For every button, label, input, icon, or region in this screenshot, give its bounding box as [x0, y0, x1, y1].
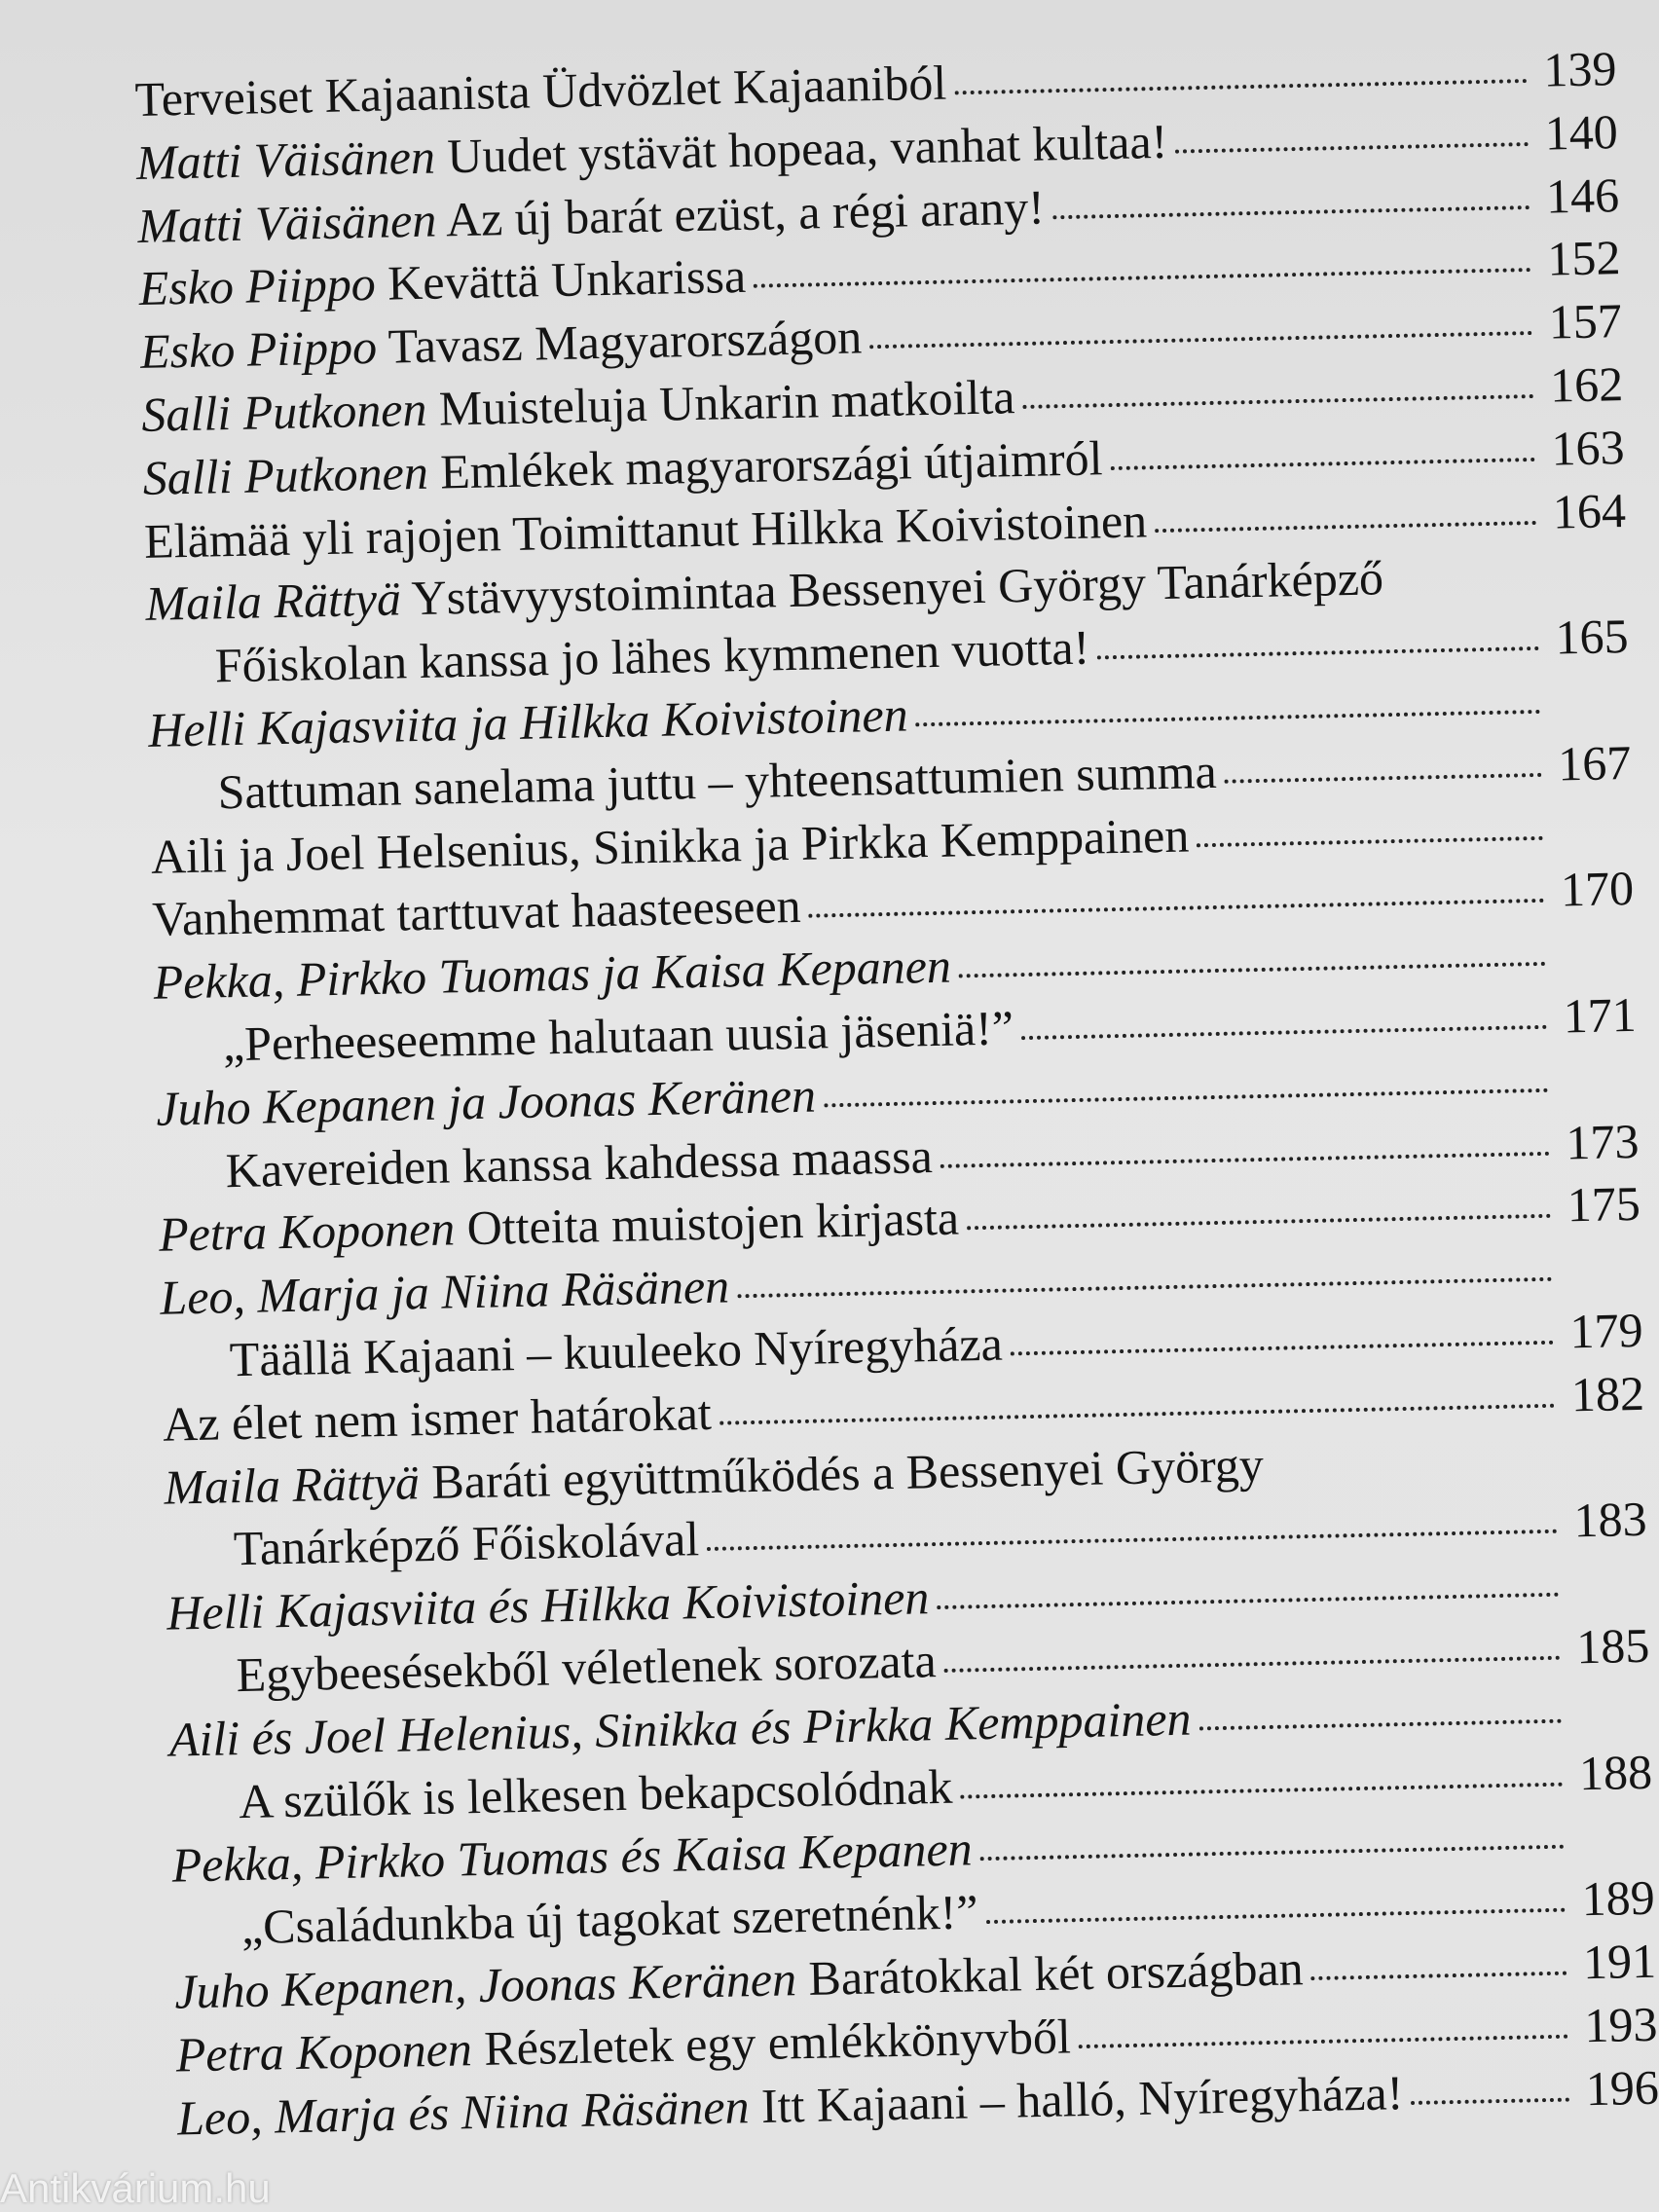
toc-title: Kevättä Unkarissa — [375, 248, 747, 312]
dot-leader — [1097, 643, 1539, 659]
toc-author: Petra Koponen — [158, 1200, 456, 1263]
dot-leader — [754, 264, 1531, 288]
dot-leader — [1175, 138, 1529, 154]
toc-title: Ystävyystoimintaa Bessenyei György Tanárképző — [400, 550, 1384, 626]
toc-page-number — [1556, 1094, 1638, 1096]
dot-leader — [916, 706, 1541, 726]
table-of-contents — [134, 37, 1659, 2150]
toc-title: Főiskolan kanssa jo lähes kymmenen vuotta! — [214, 619, 1090, 693]
toc-author: Petra Koponen — [175, 2020, 473, 2083]
toc-page-number: 167 — [1557, 734, 1632, 792]
dot-leader — [809, 895, 1545, 918]
toc-page-number — [1560, 1283, 1641, 1285]
toc-page-number — [1548, 716, 1630, 718]
toc-author: Maila Rättyä — [163, 1454, 421, 1515]
dot-leader — [707, 1526, 1558, 1551]
toc-author: Helli Kajasviita ja Hilkka Koivistoinen — [147, 686, 909, 757]
toc-page-number — [1567, 1599, 1648, 1601]
toc-title: Baráti együttműködés a Bessenyei György — [419, 1436, 1265, 1509]
toc-author: Pekka, Pirkko Tuomas és Kaisa Kepanen — [171, 1821, 974, 1893]
toc-page-number: 189 — [1581, 1869, 1656, 1927]
toc-title: Barátokkal két országban — [795, 1940, 1305, 2007]
toc-title: Tavasz Magyarországon — [376, 309, 863, 375]
toc-page-number: 188 — [1578, 1744, 1653, 1800]
toc-author: Maila Rättyä — [144, 571, 402, 632]
dot-leader — [737, 1273, 1552, 1299]
dot-leader — [869, 327, 1532, 349]
toc-author: Leo, Marja és Niina Räsänen — [176, 2078, 751, 2146]
dot-leader — [824, 1085, 1548, 1108]
dot-leader — [1225, 769, 1542, 784]
toc-title: Elämää yli rajojen Toimittanut Hilkka Koivistoinen — [143, 492, 1148, 569]
dot-leader — [1155, 517, 1536, 533]
dot-leader — [940, 1147, 1550, 1167]
dot-leader — [959, 958, 1546, 978]
toc-title: Aili ja Joel Helsenius, Sinikka ja Pirkka Kemppainen — [150, 807, 1190, 884]
dot-leader — [1011, 1337, 1554, 1356]
toc-author: Pekka, Pirkko Tuomas ja Kaisa Kepanen — [153, 938, 952, 1010]
toc-author: Esko Piippo — [139, 319, 378, 380]
toc-page-number: 185 — [1575, 1617, 1650, 1675]
toc-page-number: 182 — [1570, 1365, 1645, 1422]
toc-title: Az új barát ezüst, a régi arany! — [435, 179, 1046, 247]
toc-page-number: 175 — [1567, 1176, 1641, 1233]
toc-author: Esko Piippo — [138, 256, 377, 316]
toc-title: Tanárképző Főiskolával — [233, 1511, 700, 1576]
dot-leader — [944, 1652, 1561, 1673]
toc-title: Az élet nem ismer határokat — [162, 1384, 713, 1452]
toc-title: Kavereiden kanssa kahdessa maassa — [225, 1127, 934, 1198]
toc-title: A szülők is lelkesen bekapcsolódnak — [238, 1758, 953, 1828]
toc-page-number: 162 — [1549, 356, 1624, 413]
toc-title: „Családunkba új tagokat szeretnénk!” — [240, 1884, 979, 1955]
toc-page-number: 157 — [1548, 293, 1623, 350]
toc-page-number: 146 — [1545, 166, 1620, 224]
toc-title: Täällä Kajaani – kuuleeko Nyíregyháza — [229, 1315, 1004, 1387]
toc-page-number: 140 — [1544, 103, 1619, 161]
toc-page-number: 193 — [1583, 1996, 1658, 2052]
toc-author: Matti Väisänen — [136, 192, 437, 253]
dot-leader — [1022, 390, 1533, 409]
toc-page-number: 164 — [1552, 482, 1627, 539]
dot-leader — [1111, 454, 1535, 470]
toc-title: Sattuman sanelama juttu – yhteensattumien summa — [216, 743, 1218, 820]
toc-page-number: 170 — [1560, 861, 1635, 917]
toc-title: Otteita muistojen kirjasta — [454, 1190, 960, 1256]
toc-author: Juho Kepanen ja Joonas Keränen — [155, 1067, 817, 1136]
toc-page-number: 183 — [1572, 1492, 1648, 1548]
toc-title: Vanhemmat tarttuvat haasteeseen — [151, 878, 802, 947]
toc-page-number — [1572, 1851, 1654, 1853]
dot-leader — [980, 1841, 1565, 1862]
toc-author: Matti Väisänen — [135, 129, 436, 190]
toc-page-number: 191 — [1582, 1933, 1657, 1990]
toc-title: Részletek egy emlékkönyvből — [471, 2009, 1072, 2076]
dot-leader — [1411, 2093, 1569, 2104]
dot-leader — [1052, 202, 1530, 219]
toc-author: Salli Putkonen — [140, 381, 427, 442]
toc-page-number: 179 — [1568, 1302, 1644, 1359]
toc-title: Uudet ystävät hopeaa, vanhat kultaa! — [434, 113, 1168, 184]
dot-leader — [937, 1589, 1559, 1609]
dot-leader — [986, 1904, 1566, 1924]
dot-leader — [1199, 1714, 1562, 1730]
toc-page-number: 165 — [1554, 608, 1630, 665]
dot-leader — [1079, 2030, 1568, 2048]
toc-page-number: 152 — [1546, 230, 1621, 287]
dot-leader — [1311, 1968, 1567, 1980]
toc-author: Juho Kepanen, Joonas Keränen — [173, 1951, 797, 2019]
toc-title: Muisteluja Unkarin matkoilta — [425, 369, 1015, 436]
toc-author: Aili és Joel Helenius, Sinikka és Pirkka Kemppainen — [168, 1690, 1193, 1767]
dot-leader — [967, 1210, 1551, 1231]
dot-leader — [719, 1399, 1555, 1424]
watermark: Antikvárium.hu — [0, 2165, 271, 2211]
toc-page-number: 173 — [1565, 1113, 1640, 1169]
toc-page-number: 171 — [1563, 986, 1638, 1044]
dot-leader — [960, 1778, 1563, 1798]
toc-title: Itt Kajaani – halló, Nyíregyháza! — [748, 2064, 1404, 2133]
toc-author: Salli Putkonen — [142, 444, 429, 505]
toc-title: „Perheeseemme halutaan uusia jäseniä!” — [222, 1000, 1014, 1072]
toc-page-number — [1554, 968, 1636, 970]
toc-title: Terveiset Kajaanista Üdvözlet Kajaaniból — [134, 55, 947, 127]
toc-author: Leo, Marja ja Niina Räsänen — [159, 1258, 730, 1325]
toc-page-number: 163 — [1550, 419, 1626, 476]
toc-page-number — [1551, 842, 1633, 844]
toc-author: Helli Kajasviita és Hilkka Koivistoinen — [166, 1569, 930, 1641]
toc-title: Emlékek magyarországi útjaimról — [427, 430, 1104, 499]
toc-title: Egybeesésekből véletlenek sorozata — [235, 1633, 938, 1703]
dot-leader — [1021, 1021, 1547, 1040]
dot-leader — [954, 75, 1527, 94]
toc-page-number: 196 — [1585, 2059, 1659, 2116]
toc-page-number — [1569, 1724, 1651, 1726]
toc-page-number: 139 — [1542, 41, 1617, 97]
dot-leader — [1197, 831, 1543, 846]
